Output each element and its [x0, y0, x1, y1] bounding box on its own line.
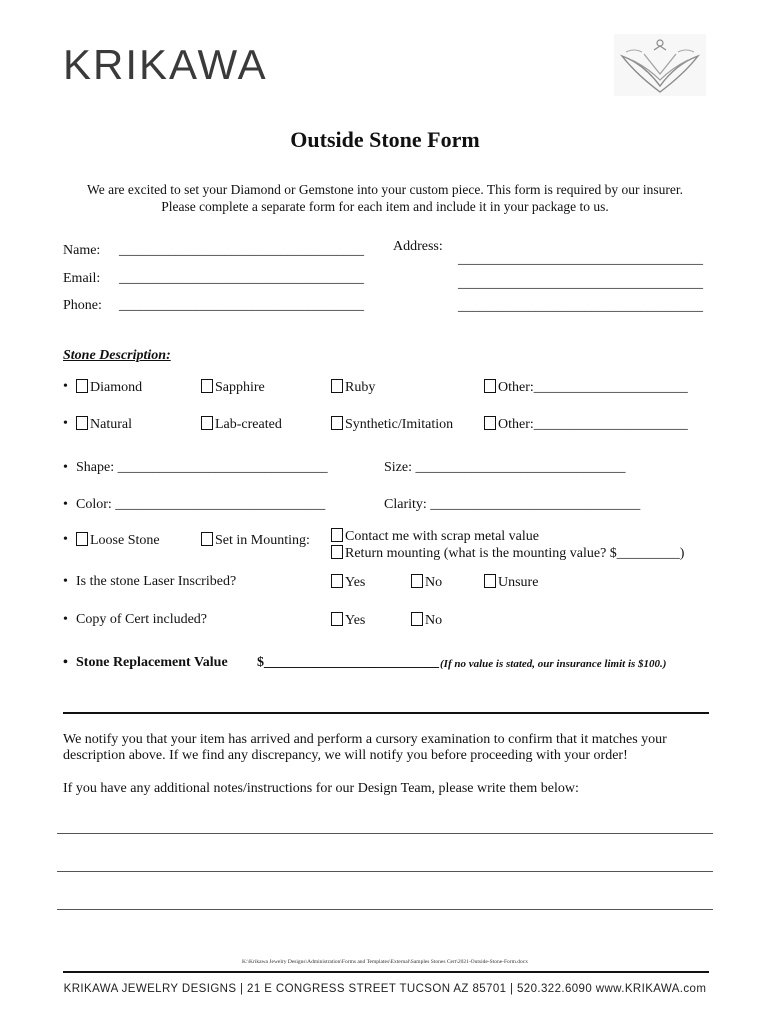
cert-no[interactable]: No: [411, 612, 442, 629]
notes-line-3[interactable]: [57, 909, 713, 910]
checkbox[interactable]: [331, 416, 343, 430]
option-natural[interactable]: Natural: [76, 416, 132, 433]
cert-yes[interactable]: Yes: [331, 612, 365, 629]
option-set-in-mounting[interactable]: Set in Mounting:: [201, 532, 310, 549]
option-ruby[interactable]: Ruby: [331, 379, 375, 396]
checkbox[interactable]: [331, 612, 343, 626]
option-contact-scrap[interactable]: Contact me with scrap metal value: [331, 528, 539, 545]
notice-line-1: We notify you that your item has arrived and perform a cursory examination to confirm that it matches your: [63, 732, 667, 747]
bullet: •: [63, 655, 68, 670]
shape-field[interactable]: Shape: ______________________________: [76, 460, 328, 475]
option-other-2[interactable]: Other:______________________: [484, 416, 688, 433]
email-label: Email:: [63, 271, 101, 286]
bullet: •: [63, 416, 68, 431]
laser-unsure[interactable]: Unsure: [484, 574, 538, 591]
address-label: Address:: [393, 239, 443, 254]
option-synthetic[interactable]: Synthetic/Imitation: [331, 416, 453, 433]
section-divider: [63, 712, 709, 714]
file-path: K:\Krikawa Jewelry Designs\Administration\Forms and Templates\External\Samples Stones Cert\2021-Outside-Stone-Form.docx: [242, 959, 528, 965]
checkbox[interactable]: [484, 416, 496, 430]
replacement-label: Stone Replacement Value: [76, 655, 228, 670]
color-field[interactable]: Color: ______________________________: [76, 497, 326, 512]
checkbox[interactable]: [76, 532, 88, 546]
bullet: •: [63, 532, 68, 547]
checkbox[interactable]: [484, 379, 496, 393]
checkbox[interactable]: [484, 574, 496, 588]
checkbox[interactable]: [331, 528, 343, 542]
option-loose-stone[interactable]: Loose Stone: [76, 532, 160, 549]
laser-question: Is the stone Laser Inscribed?: [76, 574, 237, 589]
laser-yes[interactable]: Yes: [331, 574, 365, 591]
footer-text: KRIKAWA JEWELRY DESIGNS | 21 E CONGRESS STREET TUCSON AZ 85701 | 520.322.6090 www.KRIKAWA.com: [63, 983, 707, 995]
name-field[interactable]: ___________________________________: [119, 243, 364, 258]
checkbox[interactable]: [76, 416, 88, 430]
option-sapphire[interactable]: Sapphire: [201, 379, 265, 396]
krikawa-emblem-icon: [614, 34, 706, 96]
notes-prompt: If you have any additional notes/instructions for our Design Team, please write them below:: [63, 781, 579, 796]
bullet: •: [63, 612, 68, 627]
intro-line-2: Please complete a separate form for each item and include it in your package to us.: [161, 199, 609, 214]
bullet: •: [63, 497, 68, 512]
checkbox[interactable]: [201, 379, 213, 393]
bullet: •: [63, 574, 68, 589]
laser-no[interactable]: No: [411, 574, 442, 591]
clarity-field[interactable]: Clarity: ______________________________: [384, 497, 641, 512]
checkbox[interactable]: [76, 379, 88, 393]
replacement-note: (If no value is stated, our insurance limit is $100.): [440, 658, 667, 670]
notes-line-1[interactable]: [57, 833, 713, 834]
name-label: Name:: [63, 243, 101, 258]
notice-line-2: description above. If we find any discrepancy, we will notify you before proceeding with your order!: [63, 748, 628, 763]
checkbox[interactable]: [331, 574, 343, 588]
email-field[interactable]: ___________________________________: [119, 271, 364, 286]
checkbox[interactable]: [411, 612, 423, 626]
bullet: •: [63, 379, 68, 394]
checkbox[interactable]: [201, 532, 213, 546]
cert-question: Copy of Cert included?: [76, 612, 208, 627]
address-field-1[interactable]: ___________________________________: [458, 252, 703, 267]
option-return-mounting[interactable]: Return mounting (what is the mounting value? $_________): [331, 545, 684, 562]
size-field[interactable]: Size: ______________________________: [384, 460, 626, 475]
intro-line-1: We are excited to set your Diamond or Gemstone into your custom piece. This form is required by our insurer.: [87, 182, 683, 197]
checkbox[interactable]: [331, 379, 343, 393]
option-diamond[interactable]: Diamond: [76, 379, 142, 396]
bullet: •: [63, 460, 68, 475]
form-title: Outside Stone Form: [290, 127, 480, 152]
stone-description-heading: Stone Description:: [63, 348, 171, 363]
address-field-3[interactable]: ___________________________________: [458, 299, 703, 314]
checkbox[interactable]: [331, 545, 343, 559]
phone-label: Phone:: [63, 298, 102, 313]
phone-field[interactable]: ___________________________________: [119, 298, 364, 313]
notes-line-2[interactable]: [57, 871, 713, 872]
address-field-2[interactable]: ___________________________________: [458, 276, 703, 291]
checkbox[interactable]: [411, 574, 423, 588]
option-lab-created[interactable]: Lab-created: [201, 416, 282, 433]
option-other-1[interactable]: Other:______________________: [484, 379, 688, 396]
checkbox[interactable]: [201, 416, 213, 430]
krikawa-logo: KRIKAWA: [63, 41, 268, 88]
footer-divider: [63, 971, 709, 973]
replacement-value-field[interactable]: $_________________________: [257, 655, 439, 670]
